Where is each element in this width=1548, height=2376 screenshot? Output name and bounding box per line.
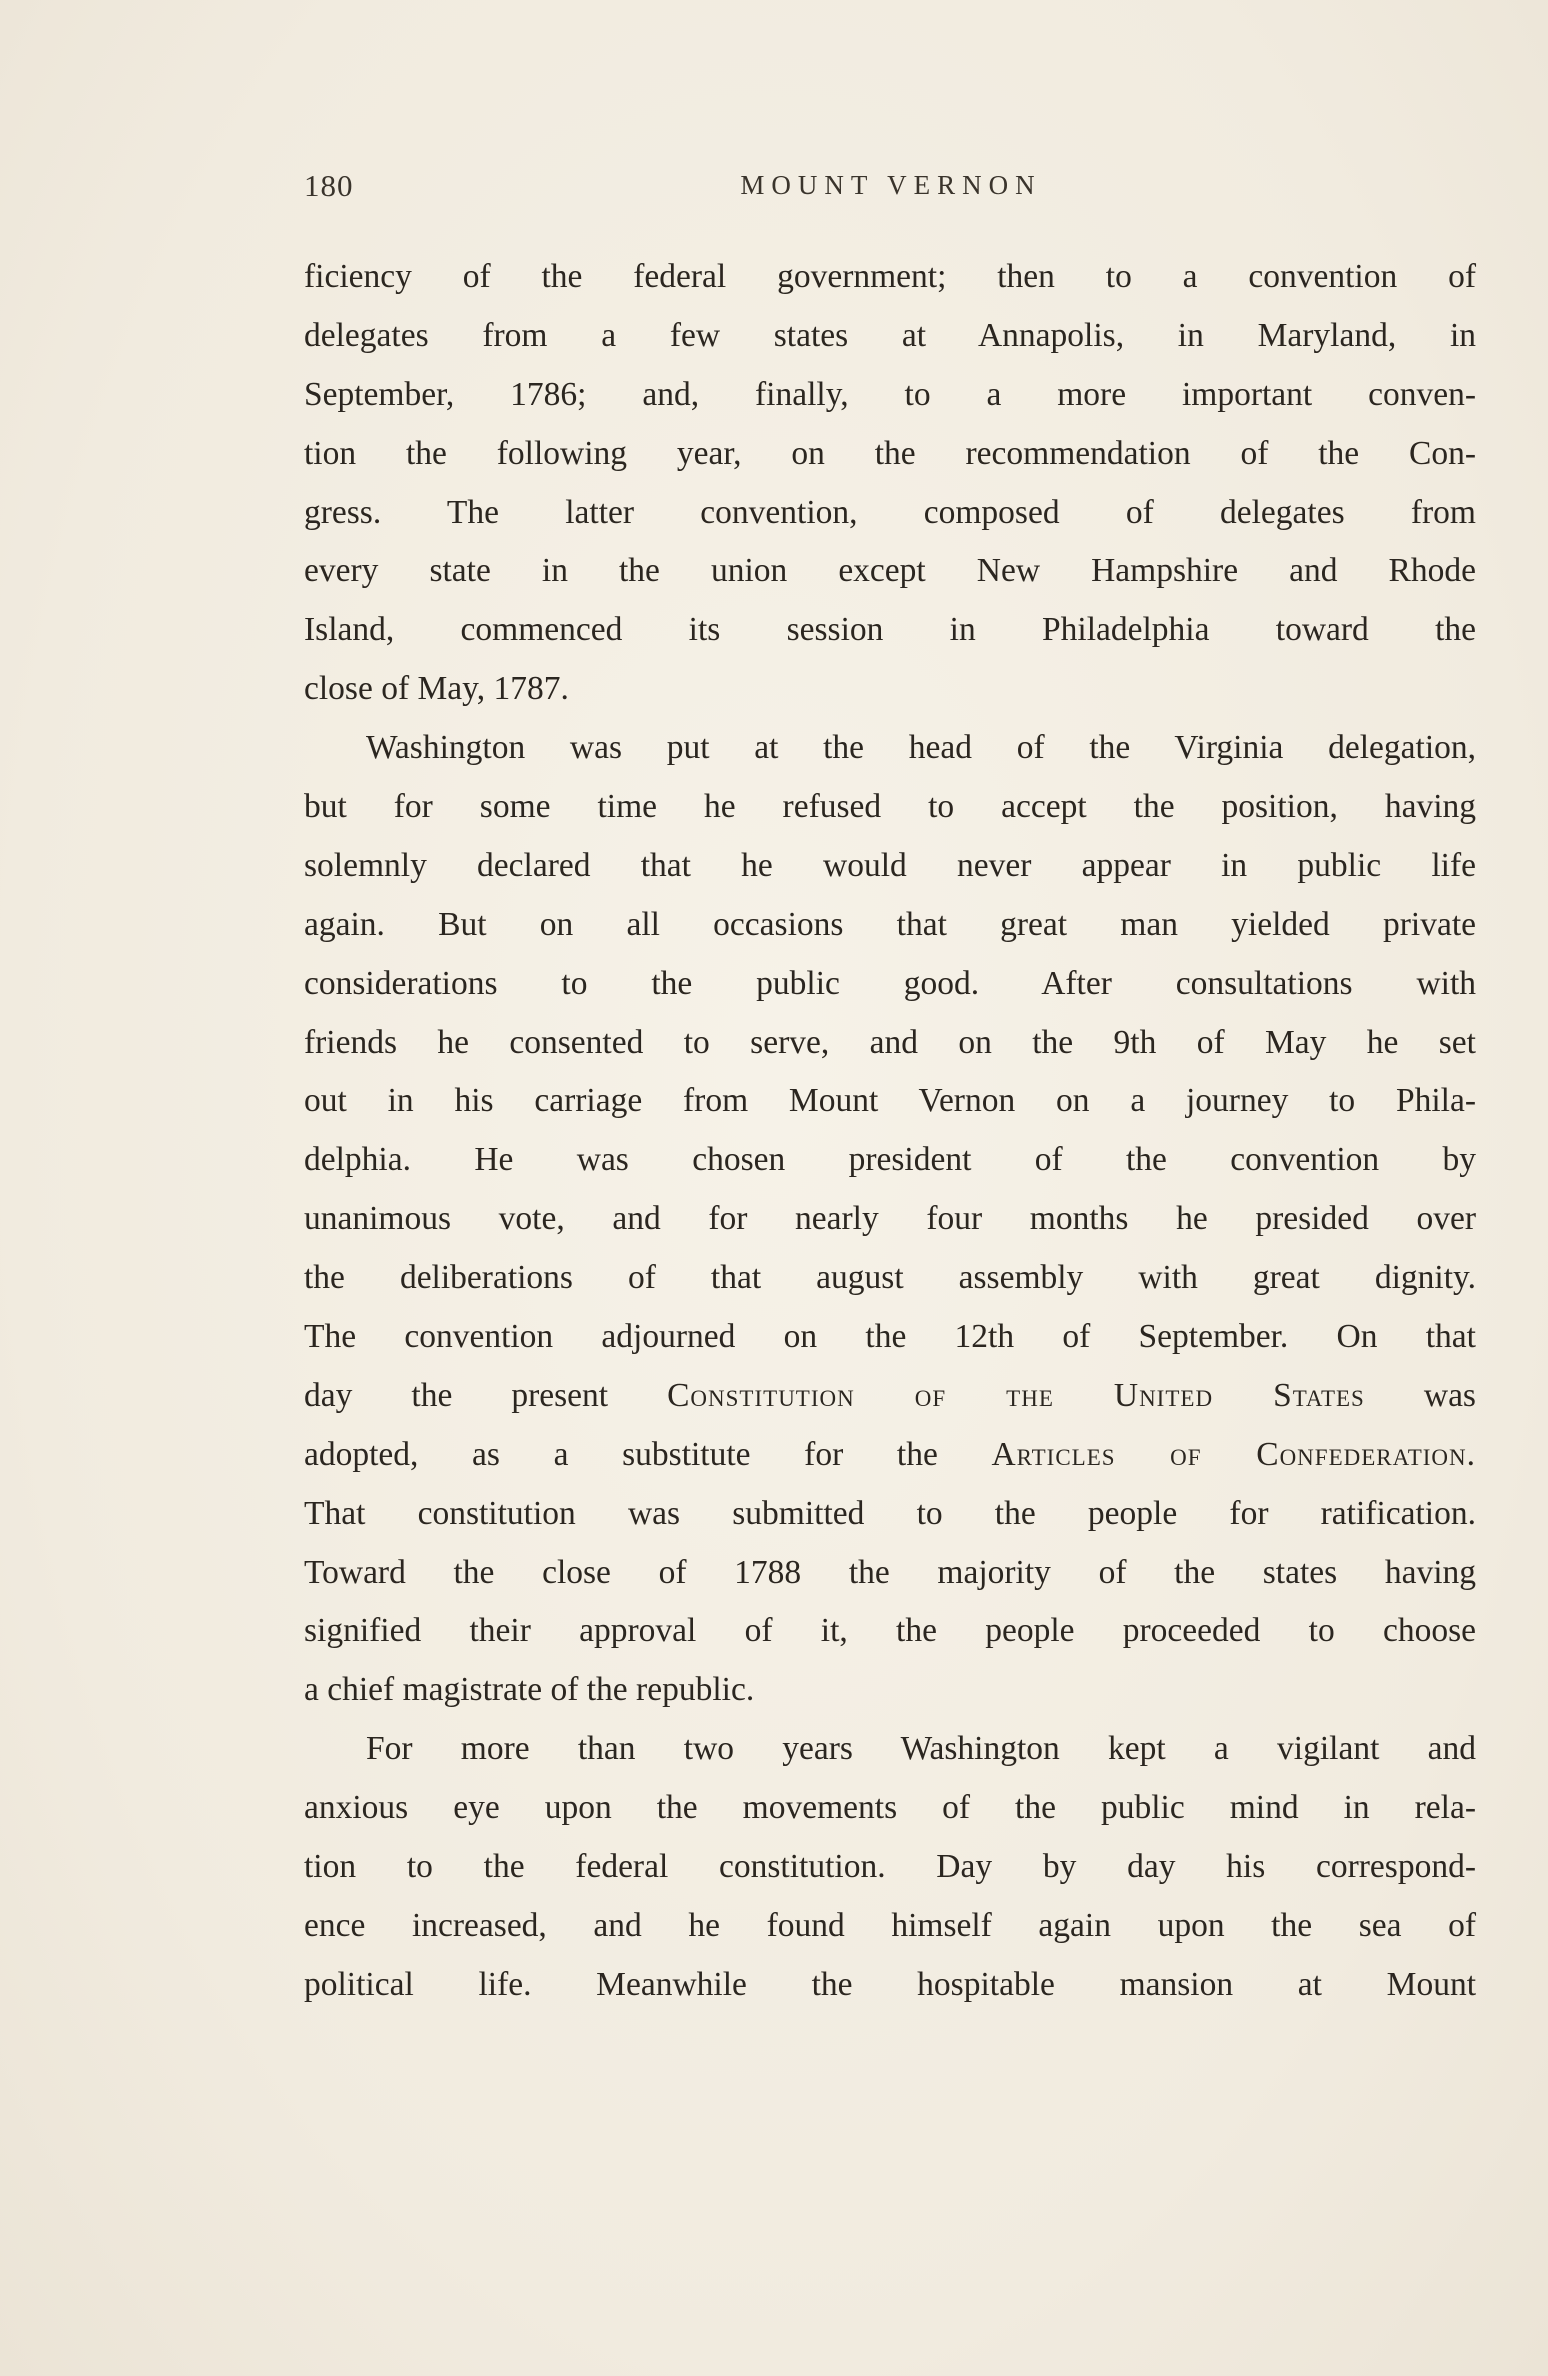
text-line: tion to the federal constitution. Day by day his correspond-	[304, 1848, 1476, 1886]
text-line: delegates from a few states at Annapolis, in Maryland, in	[304, 316, 1476, 354]
page-number: 180	[304, 168, 354, 203]
text-line: ficiency of the federal government; then to a convention of	[304, 258, 1476, 295]
text-line	[304, 1426, 1476, 1485]
text-line: tion the following year, on the recommendation of the Con-	[304, 434, 1476, 472]
text-line: political life. Meanwhile the hospitable mansion at Mount	[304, 1965, 1476, 2003]
text-line: Washington was put at the head of the Virginia delegation,	[366, 729, 1476, 767]
text-line: signified their approval of it, the people proceeded to choose	[304, 1612, 1476, 1650]
text-line: out in his carriage from Mount Vernon on a journey to Phila-	[304, 1082, 1476, 1120]
text-line: friends he consented to serve, and on the 9th of May he set	[304, 1023, 1476, 1061]
text-line	[304, 1367, 1476, 1426]
text-line: The convention adjourned on the 12th of September. On that	[304, 1318, 1476, 1356]
running-title: MOUNT VERNON	[740, 170, 1042, 200]
text-line: delphia. He was chosen president of the convention by	[304, 1141, 1476, 1179]
text-run: was	[1364, 1376, 1476, 1414]
text-line: but for some time he refused to accept the position, having	[304, 788, 1476, 826]
running-head	[304, 168, 1478, 208]
text-line: That constitution was submitted to the people for ratification.	[304, 1494, 1476, 1532]
text-line: every state in the union except New Hampshire and Rhode	[304, 552, 1476, 590]
text-line: close of May, 1787.	[304, 670, 569, 708]
text-line: Toward the close of 1788 the majority of the states having	[304, 1553, 1476, 1591]
text-line: unanimous vote, and for nearly four months he presided over	[304, 1200, 1476, 1238]
text-run: adopted, as a substitute for the	[304, 1435, 992, 1473]
text-line: solemnly declared that he would never appear in public life	[304, 846, 1476, 884]
text-run: day the present	[304, 1376, 668, 1414]
text-line: ence increased, and he found himself again upon the sea of	[304, 1906, 1476, 1944]
text-line: anxious eye upon the movements of the public mind in rela-	[304, 1789, 1476, 1827]
small-caps-run: Articles of Confederation.	[991, 1435, 1476, 1473]
small-caps-run: Constitution of the United States	[667, 1376, 1365, 1414]
text-line: again. But on all occasions that great man yielded private	[304, 905, 1476, 943]
text-line: September, 1786; and, finally, to a more important conven-	[304, 375, 1476, 413]
text-line: gress. The latter convention, composed of delegates from	[304, 493, 1476, 531]
body-text	[304, 248, 1476, 2015]
text-line: the deliberations of that august assembly with great dignity.	[304, 1259, 1476, 1297]
text-line: Island, commenced its session in Philadelphia toward the	[304, 611, 1476, 649]
text-line: considerations to the public good. After consultations with	[304, 964, 1476, 1002]
text-line: For more than two years Washington kept a vigilant and	[366, 1730, 1476, 1768]
text-line: a chief magistrate of the republic.	[304, 1671, 755, 1709]
